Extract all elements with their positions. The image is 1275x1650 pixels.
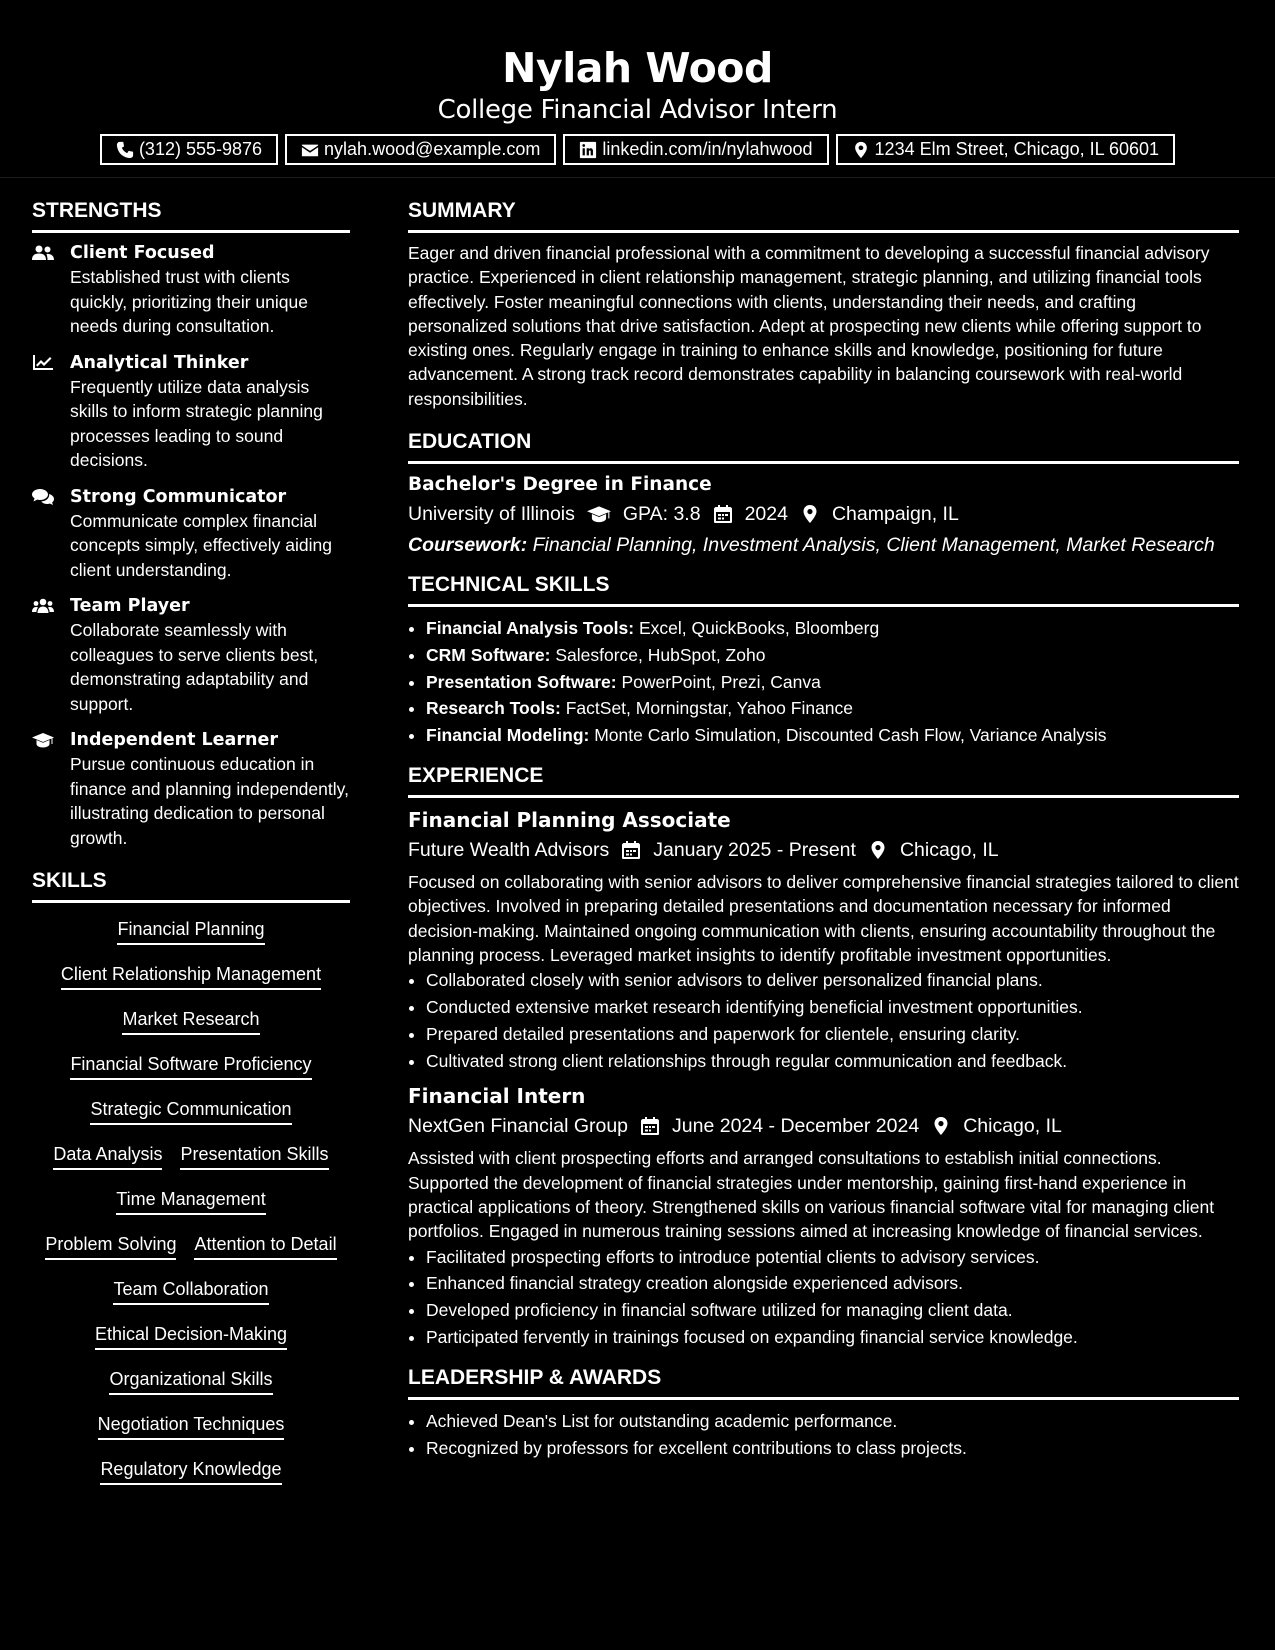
skill-tag: Client Relationship Management bbox=[61, 962, 321, 990]
map-pin-icon bbox=[852, 141, 870, 159]
tech-skill-value: FactSet, Morningstar, Yahoo Finance bbox=[565, 698, 854, 719]
strength-item bbox=[32, 594, 350, 716]
education-school: University of Illinois bbox=[408, 503, 575, 526]
map-pin-icon bbox=[868, 840, 888, 860]
job-summary: Focused on collaborating with senior advisors to deliver comprehensive financial strategies tailored to client objectives. Involved in preparing detailed presentations and documentation necessary for informed decision-making. Maintained ongoing communication with clients, ensuring accountability throughout the planning process. Leveraged market insights to identify profitable investment opportunities. bbox=[408, 872, 1239, 965]
contact-email[interactable] bbox=[285, 134, 556, 165]
technical-skills-heading: TECHNICAL SKILLS bbox=[408, 572, 1239, 607]
skill-tag: Financial Software Proficiency bbox=[70, 1052, 311, 1080]
strength-desc: Pursue continuous education in finance and planning independently, illustrating dedication to personal growth. bbox=[70, 754, 349, 848]
skill-tag: Strategic Communication bbox=[90, 1097, 291, 1125]
linkedin-icon bbox=[579, 141, 597, 159]
strength-title: Analytical Thinker bbox=[70, 352, 249, 373]
job-bullets bbox=[408, 1244, 1239, 1351]
skill-tag: Negotiation Techniques bbox=[98, 1412, 285, 1440]
list-item: • Enhanced financial strategy creation alongside experienced advisors. bbox=[426, 1270, 1239, 1297]
job-company: NextGen Financial Group bbox=[408, 1115, 629, 1138]
phone-icon bbox=[116, 141, 134, 159]
skill-tag: Ethical Decision-Making bbox=[95, 1322, 287, 1350]
job-dates: January 2025 - Present bbox=[653, 839, 856, 862]
tech-skill-value: PowerPoint, Prezi, Canva bbox=[621, 671, 821, 692]
tech-skill-value: Monte Carlo Simulation, Discounted Cash Flow, Variance Analysis bbox=[594, 725, 1107, 746]
list-item bbox=[426, 722, 1239, 749]
skills-heading: SKILLS bbox=[32, 868, 350, 903]
skill-tag: Regulatory Knowledge bbox=[100, 1457, 281, 1485]
education-gpa: GPA: 3.8 bbox=[622, 503, 701, 526]
list-item bbox=[426, 615, 1239, 642]
job-title: Financial Intern bbox=[408, 1084, 586, 1109]
list-item bbox=[426, 695, 1239, 722]
skill-tag: Team Collaboration bbox=[113, 1277, 268, 1305]
chart-line-icon bbox=[32, 355, 54, 371]
skill-tag: Problem Solving bbox=[45, 1232, 176, 1260]
strength-title: Independent Learner bbox=[70, 730, 278, 750]
leadership-list bbox=[408, 1408, 1239, 1462]
calendar-icon bbox=[713, 504, 733, 524]
experience-heading: EXPERIENCE bbox=[408, 763, 1239, 798]
skills-list bbox=[32, 911, 350, 1502]
tech-skill-label: Research Tools: bbox=[426, 698, 561, 719]
list-item: • Facilitated prospecting efforts to introduce potential clients to advisory services. bbox=[426, 1244, 1239, 1271]
calendar-icon bbox=[640, 1116, 660, 1136]
skill-tag: Time Management bbox=[116, 1187, 265, 1215]
job-entry bbox=[408, 806, 1239, 1074]
leadership-heading: LEADERSHIP & AWARDS bbox=[408, 1365, 1239, 1400]
graduation-cap-icon bbox=[587, 504, 611, 524]
skill-tag: Financial Planning bbox=[117, 917, 264, 945]
list-item: • Achieved Dean's List for outstanding academic performance. bbox=[426, 1408, 1239, 1435]
job-company: Future Wealth Advisors bbox=[408, 839, 610, 862]
strength-item bbox=[32, 351, 350, 473]
strength-desc: Collaborate seamlessly with colleagues to serve clients best, demonstrating adaptability and support. bbox=[70, 620, 319, 714]
skill-tag: Market Research bbox=[122, 1007, 259, 1035]
users-icon bbox=[32, 245, 54, 261]
tech-skill-label: Presentation Software: bbox=[426, 671, 617, 692]
envelope-icon bbox=[301, 141, 319, 159]
team-icon bbox=[32, 598, 54, 614]
contact-address[interactable] bbox=[836, 134, 1176, 165]
skill-tag: Attention to Detail bbox=[194, 1232, 336, 1260]
graduation-cap-icon bbox=[32, 732, 54, 748]
candidate-name: Nylah Wood bbox=[502, 44, 773, 92]
tech-skill-label: CRM Software: bbox=[426, 644, 551, 665]
map-pin-icon bbox=[931, 1116, 951, 1136]
comments-icon bbox=[32, 489, 54, 505]
job-location: Chicago, IL bbox=[899, 839, 999, 862]
skill-tag: Presentation Skills bbox=[180, 1142, 328, 1170]
skill-tag: Organizational Skills bbox=[109, 1367, 272, 1395]
summary-heading: SUMMARY bbox=[408, 198, 1239, 233]
strength-item bbox=[32, 728, 350, 850]
job-meta bbox=[408, 1110, 1239, 1142]
education-meta bbox=[408, 498, 1239, 530]
job-entry bbox=[408, 1082, 1239, 1350]
job-location: Chicago, IL bbox=[963, 1115, 1062, 1138]
technical-skills-list bbox=[408, 615, 1239, 749]
strength-title: Team Player bbox=[70, 596, 190, 616]
left-column bbox=[32, 178, 350, 1502]
job-bullets bbox=[408, 967, 1239, 1074]
job-meta bbox=[408, 834, 1239, 866]
list-item: • Collaborated closely with senior advisors to deliver personalized financial plans. bbox=[426, 967, 1239, 994]
education-heading: EDUCATION bbox=[408, 429, 1239, 464]
summary-text: Eager and driven financial professional with a commitment to developing a successful financial advisory practice. Experienced in client relationship management, strategic planning, and utilizing financial tools effectively. Foster meaningful connections with clients, understanding their needs, and crafting personalized solutions that drive satisfaction. Adept at prospecting new clients while offering support to existing ones. Regularly engage in training to enhance skills and knowledge, positioning for future advancement. A strong track record demonstrates capability in balancing coursework with real-world responsibilities. bbox=[408, 243, 1210, 409]
map-pin-icon bbox=[800, 504, 820, 524]
coursework-label: Coursework: bbox=[408, 534, 528, 557]
list-item bbox=[426, 642, 1239, 669]
strengths-heading: STRENGTHS bbox=[32, 198, 350, 233]
contact-address-text: 1234 Elm Street, Chicago, IL 60601 bbox=[874, 139, 1160, 159]
job-title: Financial Planning Associate bbox=[408, 808, 731, 833]
strength-desc: Frequently utilize data analysis skills to inform strategic planning processes leading to sound decisions. bbox=[70, 376, 323, 470]
coursework-list: Financial Planning, Investment Analysis, Client Management, Market Research bbox=[532, 534, 1215, 557]
contact-phone-text: (312) 555-9876 bbox=[138, 139, 263, 159]
tech-skill-value: Salesforce, HubSpot, Zoho bbox=[555, 644, 766, 665]
contact-linkedin[interactable] bbox=[563, 134, 828, 165]
list-item: • Conducted extensive market research identifying beneficial investment opportunities. bbox=[426, 994, 1239, 1021]
strength-title: Client Focused bbox=[70, 243, 215, 263]
list-item: • Participated fervently in trainings focused on expanding financial service knowledge. bbox=[426, 1324, 1239, 1351]
contact-email-text: nylah.wood@example.com bbox=[324, 139, 541, 159]
strength-item bbox=[32, 241, 350, 339]
calendar-icon bbox=[621, 840, 641, 860]
strength-item bbox=[32, 485, 350, 583]
job-summary: Assisted with client prospecting efforts and arranged consultations to establish initial connections. Supported the development of financial strategies under mentorship, gaining first-hand experience in practical applications of theory. Strengthened skills on various financial software vital for managing client portfolios. Engaged in numerous training sessions aimed at increasing knowledge of financial services. bbox=[408, 1148, 1215, 1242]
strength-desc: Established trust with clients quickly, prioritizing their unique needs during consultation. bbox=[70, 267, 308, 336]
contact-bar bbox=[0, 134, 1275, 165]
tech-skill-value: Excel, QuickBooks, Bloomberg bbox=[638, 618, 880, 639]
right-column bbox=[408, 178, 1239, 1502]
education-year: 2024 bbox=[744, 503, 788, 526]
list-item: • Cultivated strong client relationships through regular communication and feedback. bbox=[426, 1048, 1239, 1075]
list-item: • Developed proficiency in financial software utilized for managing client data. bbox=[426, 1297, 1239, 1324]
education-coursework bbox=[408, 530, 1239, 560]
tech-skill-label: Financial Analysis Tools: bbox=[426, 618, 635, 639]
tech-skill-label: Financial Modeling: bbox=[426, 725, 590, 746]
list-item: • Prepared detailed presentations and paperwork for clientele, ensuring clarity. bbox=[426, 1021, 1239, 1048]
resume-header bbox=[0, 0, 1275, 178]
strength-title: Strong Communicator bbox=[70, 486, 287, 507]
strength-desc: Communicate complex financial concepts simply, effectively aiding client understanding. bbox=[70, 510, 332, 580]
contact-linkedin-text: linkedin.com/in/nylahwood bbox=[602, 139, 813, 159]
education-degree: Bachelor's Degree in Finance bbox=[408, 474, 712, 496]
skill-tag: Data Analysis bbox=[53, 1142, 162, 1170]
contact-phone[interactable] bbox=[100, 134, 278, 165]
education-location: Champaign, IL bbox=[831, 503, 959, 526]
candidate-role: College Financial Advisor Intern bbox=[437, 95, 838, 125]
list-item: • Recognized by professors for excellent contributions to class projects. bbox=[426, 1435, 1239, 1462]
job-dates: June 2024 - December 2024 bbox=[672, 1115, 920, 1138]
list-item bbox=[426, 669, 1239, 696]
